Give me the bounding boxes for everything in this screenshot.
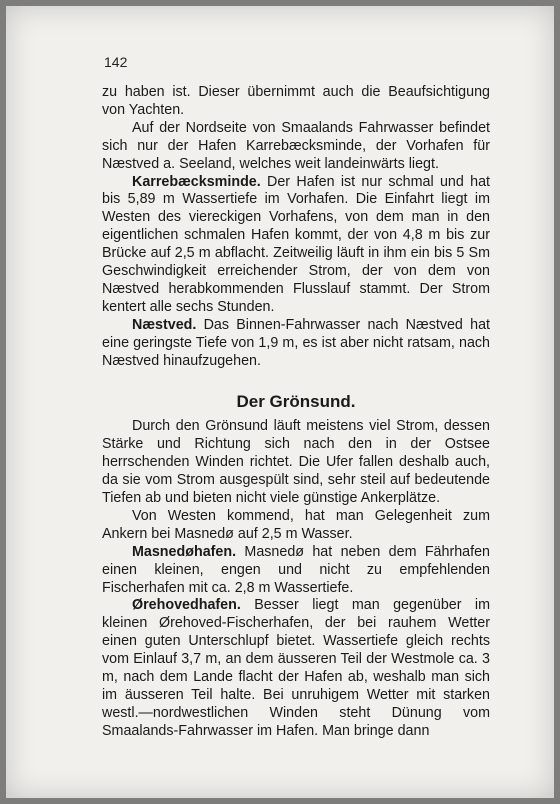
paragraph-lead: Masnedøhafen. [132,543,237,560]
paragraph [102,120,490,174]
paragraph [102,544,490,598]
book-page [6,6,554,798]
paragraph [102,597,490,740]
paragraph [102,174,490,317]
paragraph-lead: Næstved. [132,316,197,333]
paragraph-text: Von Westen kommend, hat man Gelegenheit zum Ankern bei Masnedø auf 2,5 m Wasser. [102,507,490,542]
paragraph-text: zu haben ist. Dieser übernimmt auch die Beaufsichtigung von Yachten. [102,84,490,118]
paragraph [102,418,490,508]
paragraph [102,84,490,120]
paragraph-lead: Karrebæcksminde. [132,173,261,190]
paragraph-text: Der Hafen ist nur schmal und hat bis 5,89 m Wassertiefe im Vorhafen. Die Einfahrt liegt im Westen des viereckigen Vorhafens, von dem man in den eigentlichen schmalen Hafen kommt, der von 4,8 m bis zur Brücke auf 2,5 m abflacht. Zeitweilig läuft in ihm ein bis 5 Sm Geschwindigkeit erreichender Strom, der von dem von Næstved herabkommenden Flusslauf stammt. Der Strom kentert alle sechs Stunden. [102,173,490,315]
paragraph-text: Besser liegt man gegenüber im kleinen Ørehoved-Fischerhafen, der bei rauhem Wetter einen guten Unterschlupf bietet. Wassertiefe gleich rechts vom Einlauf 3,7 m, an dem äusseren Teil der Westmole ca. 3 m, nach dem Lande flacht der Hafen ab, weshalb man sich im äusseren Teil halte. Bei unruhigem Wetter mit starken westl.—nordwestlichen Winden steht Dünung vom Smaalands-Fahrwasser im Hafen. Man bringe dann [102,597,490,739]
paragraph [102,317,490,371]
paragraph-text: Auf der Nordseite von Smaalands Fahrwasser befindet sich nur der Hafen Karrebæcksminde, der Vorhafen für Næstved a. Seeland, welches weit landeinwärts liegt. [102,119,490,172]
paragraph-text: Das Binnen-Fahrwasser nach Næstved hat eine geringste Tiefe von 1,9 m, es ist aber nicht ratsam, nach Næstved hinaufzugehen. [102,316,490,369]
body-text [102,84,490,741]
page-number: 142 [104,54,128,70]
paragraph [102,508,490,544]
paragraph-text: Durch den Grönsund läuft meistens viel Strom, dessen Stärke und Richtung sich nach den in der Ostsee herrschenden Winden richtet. Die Ufer fallen deshalb auch, da sie vom Strom ausgespült sind, sehr steil auf bedeutende Tiefen ab und bieten nicht viele günstige Ankerplätze. [102,418,490,507]
paragraph-lead: Ørehovedhafen. [132,597,241,614]
section-heading: Der Grönsund. [236,391,356,411]
paragraph-text: Masnedø hat neben dem Fährhafen einen kleinen, engen und nicht zu empfehlenden Fischerhafen mit ca. 2,8 m Wassertiefe. [102,543,490,596]
